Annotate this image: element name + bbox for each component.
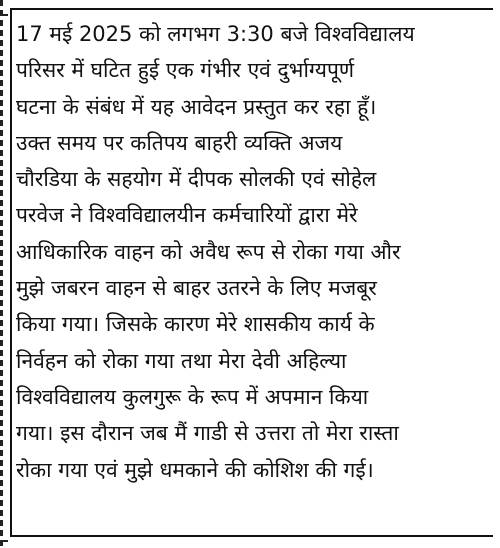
margin-tick-mark [0, 14, 8, 16]
text-line: परवेज ने विश्वविद्यालयीन कर्मचारियों द्वारा मेरे [16, 203, 358, 228]
text-line: विश्वविद्यालय कुलगुरू के रूप में अपमान किया [16, 384, 369, 409]
text-line: मुझे जबरन वाहन से बाहर उतरने के लिए मजबूर [16, 276, 377, 301]
text-line: निर्वहन को रोका गया तथा मेरा देवी अहिल्या [16, 348, 347, 373]
text-line: किया गया। जिसके कारण मेरे शासकीय कार्य के [16, 312, 375, 337]
margin-tick-mark [0, 540, 8, 542]
text-line: घटना के संबंध में यह आवेदन प्रस्तुत कर रहा हूँ। [16, 94, 377, 119]
text-line: आधिकारिक वाहन को अवैध रूप से रोका गया और [16, 239, 401, 264]
letter-body [10, 8, 493, 537]
text-line: उक्त समय पर कतिपय बाहरी व्यक्ति अजय [16, 130, 343, 155]
text-line: चौरडिया के सहयोग में दीपक सोलकी एवं सोहेल [16, 167, 377, 192]
text-line: 17 मई 2025 को लगभग 3:30 बजे विश्वविद्यालय [16, 22, 415, 46]
margin-dashed-line [0, 0, 3, 548]
text-line: रोका गया एवं मुझे धमकाने की कोशिश की गई। [16, 457, 374, 482]
text-line: गया। इस दौरान जब मैं गाडी से उत्तरा तो मेरा रास्ता [16, 421, 399, 446]
text-line: परिसर में घटित हुई एक गंभीर एवं दुर्भाग्यपूर्ण [16, 58, 355, 83]
